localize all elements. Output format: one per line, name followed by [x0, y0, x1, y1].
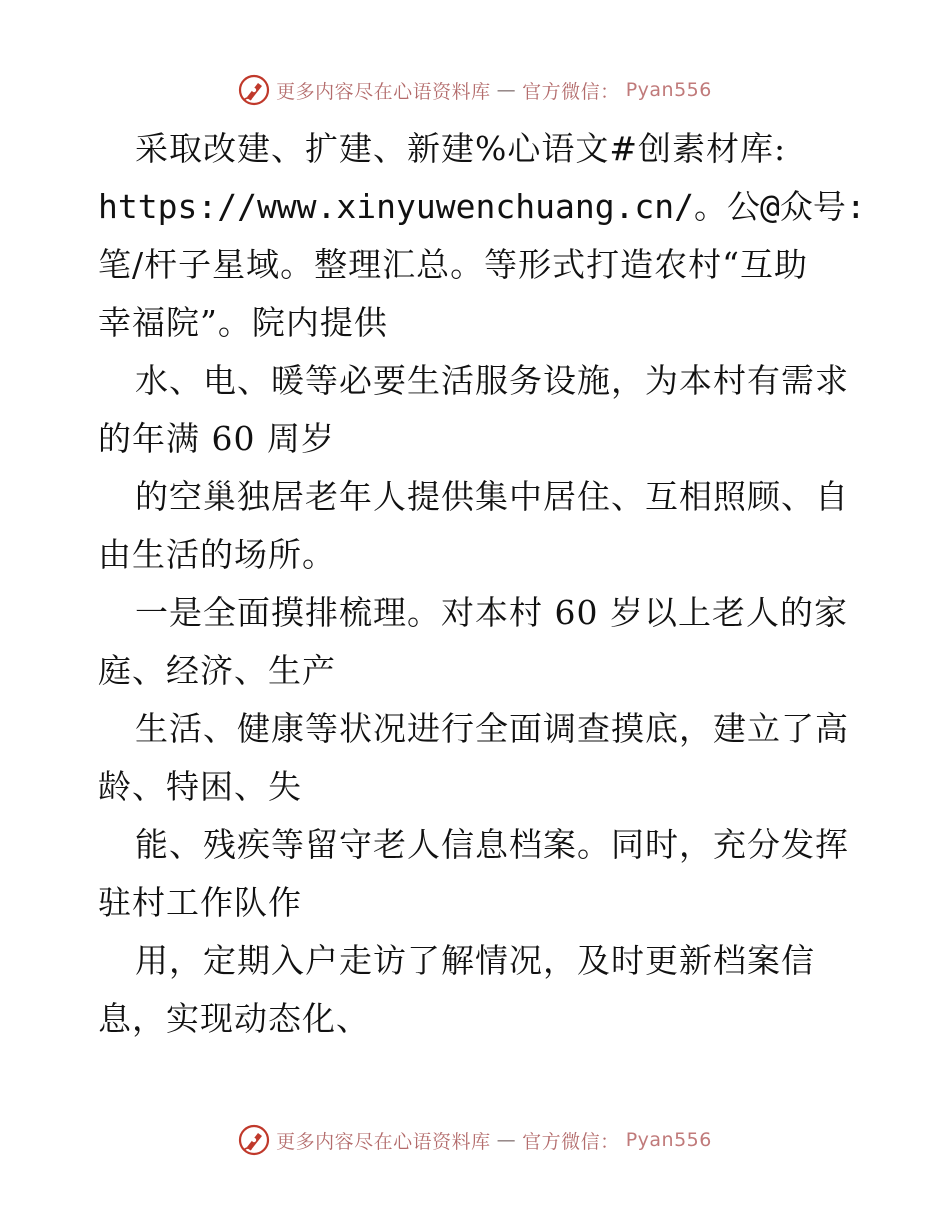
- banner-slogan: 更多内容尽在心语资料库: [276, 1130, 491, 1153]
- text-line: 生活、健康等状况进行全面调查摸底，建立了高: [135, 709, 849, 748]
- pen-nib-logo-icon: [238, 1124, 270, 1156]
- text-line: 的空巢独居老年人提供集中居住、互相照顾、自: [135, 477, 849, 516]
- text-line: 采取改建、扩建、新建%心语文#创素材库:: [135, 129, 787, 168]
- document-body: [98, 120, 866, 1048]
- text-line: 水、电、暖等必要生活服务设施，为本村有需求: [135, 361, 849, 400]
- text-line: 能、残疾等留守老人信息档案。同时，充分发挥: [135, 825, 849, 864]
- banner-slogan: 更多内容尽在心语资料库: [276, 80, 491, 103]
- footer-banner: [0, 1122, 950, 1158]
- banner-wechat-label: 官方微信：: [522, 1130, 620, 1153]
- text-line: 由生活的场所。: [98, 535, 336, 574]
- banner-separator: —: [496, 1129, 517, 1151]
- text-line: 幸福院”。院内提供: [98, 303, 388, 342]
- banner-wechat-id: Pyan556: [625, 1129, 712, 1151]
- banner-separator: —: [496, 79, 517, 101]
- text-line: 用，定期入户走访了解情况，及时更新档案信: [135, 941, 815, 980]
- text-line: 龄、特困、失: [98, 767, 302, 806]
- text-line: 驻村工作队作: [98, 883, 302, 922]
- banner-wechat-id: Pyan556: [625, 79, 712, 101]
- header-banner: [0, 72, 950, 108]
- text-line: 一是全面摸排梳理。对本村 60 岁以上老人的家: [135, 593, 848, 632]
- pen-nib-logo-icon: [238, 74, 270, 106]
- text-line: 笔/杆子星域。整理汇总。等形式打造农村“互助: [98, 245, 808, 284]
- banner-wechat-label: 官方微信：: [522, 80, 620, 103]
- text-line: https://www.xinyuwenchuang.cn/。公@众号:: [98, 187, 866, 226]
- text-line: 息，实现动态化、: [98, 999, 370, 1038]
- text-line: 庭、经济、生产: [98, 651, 336, 690]
- text-line: 的年满 60 周岁: [98, 419, 335, 458]
